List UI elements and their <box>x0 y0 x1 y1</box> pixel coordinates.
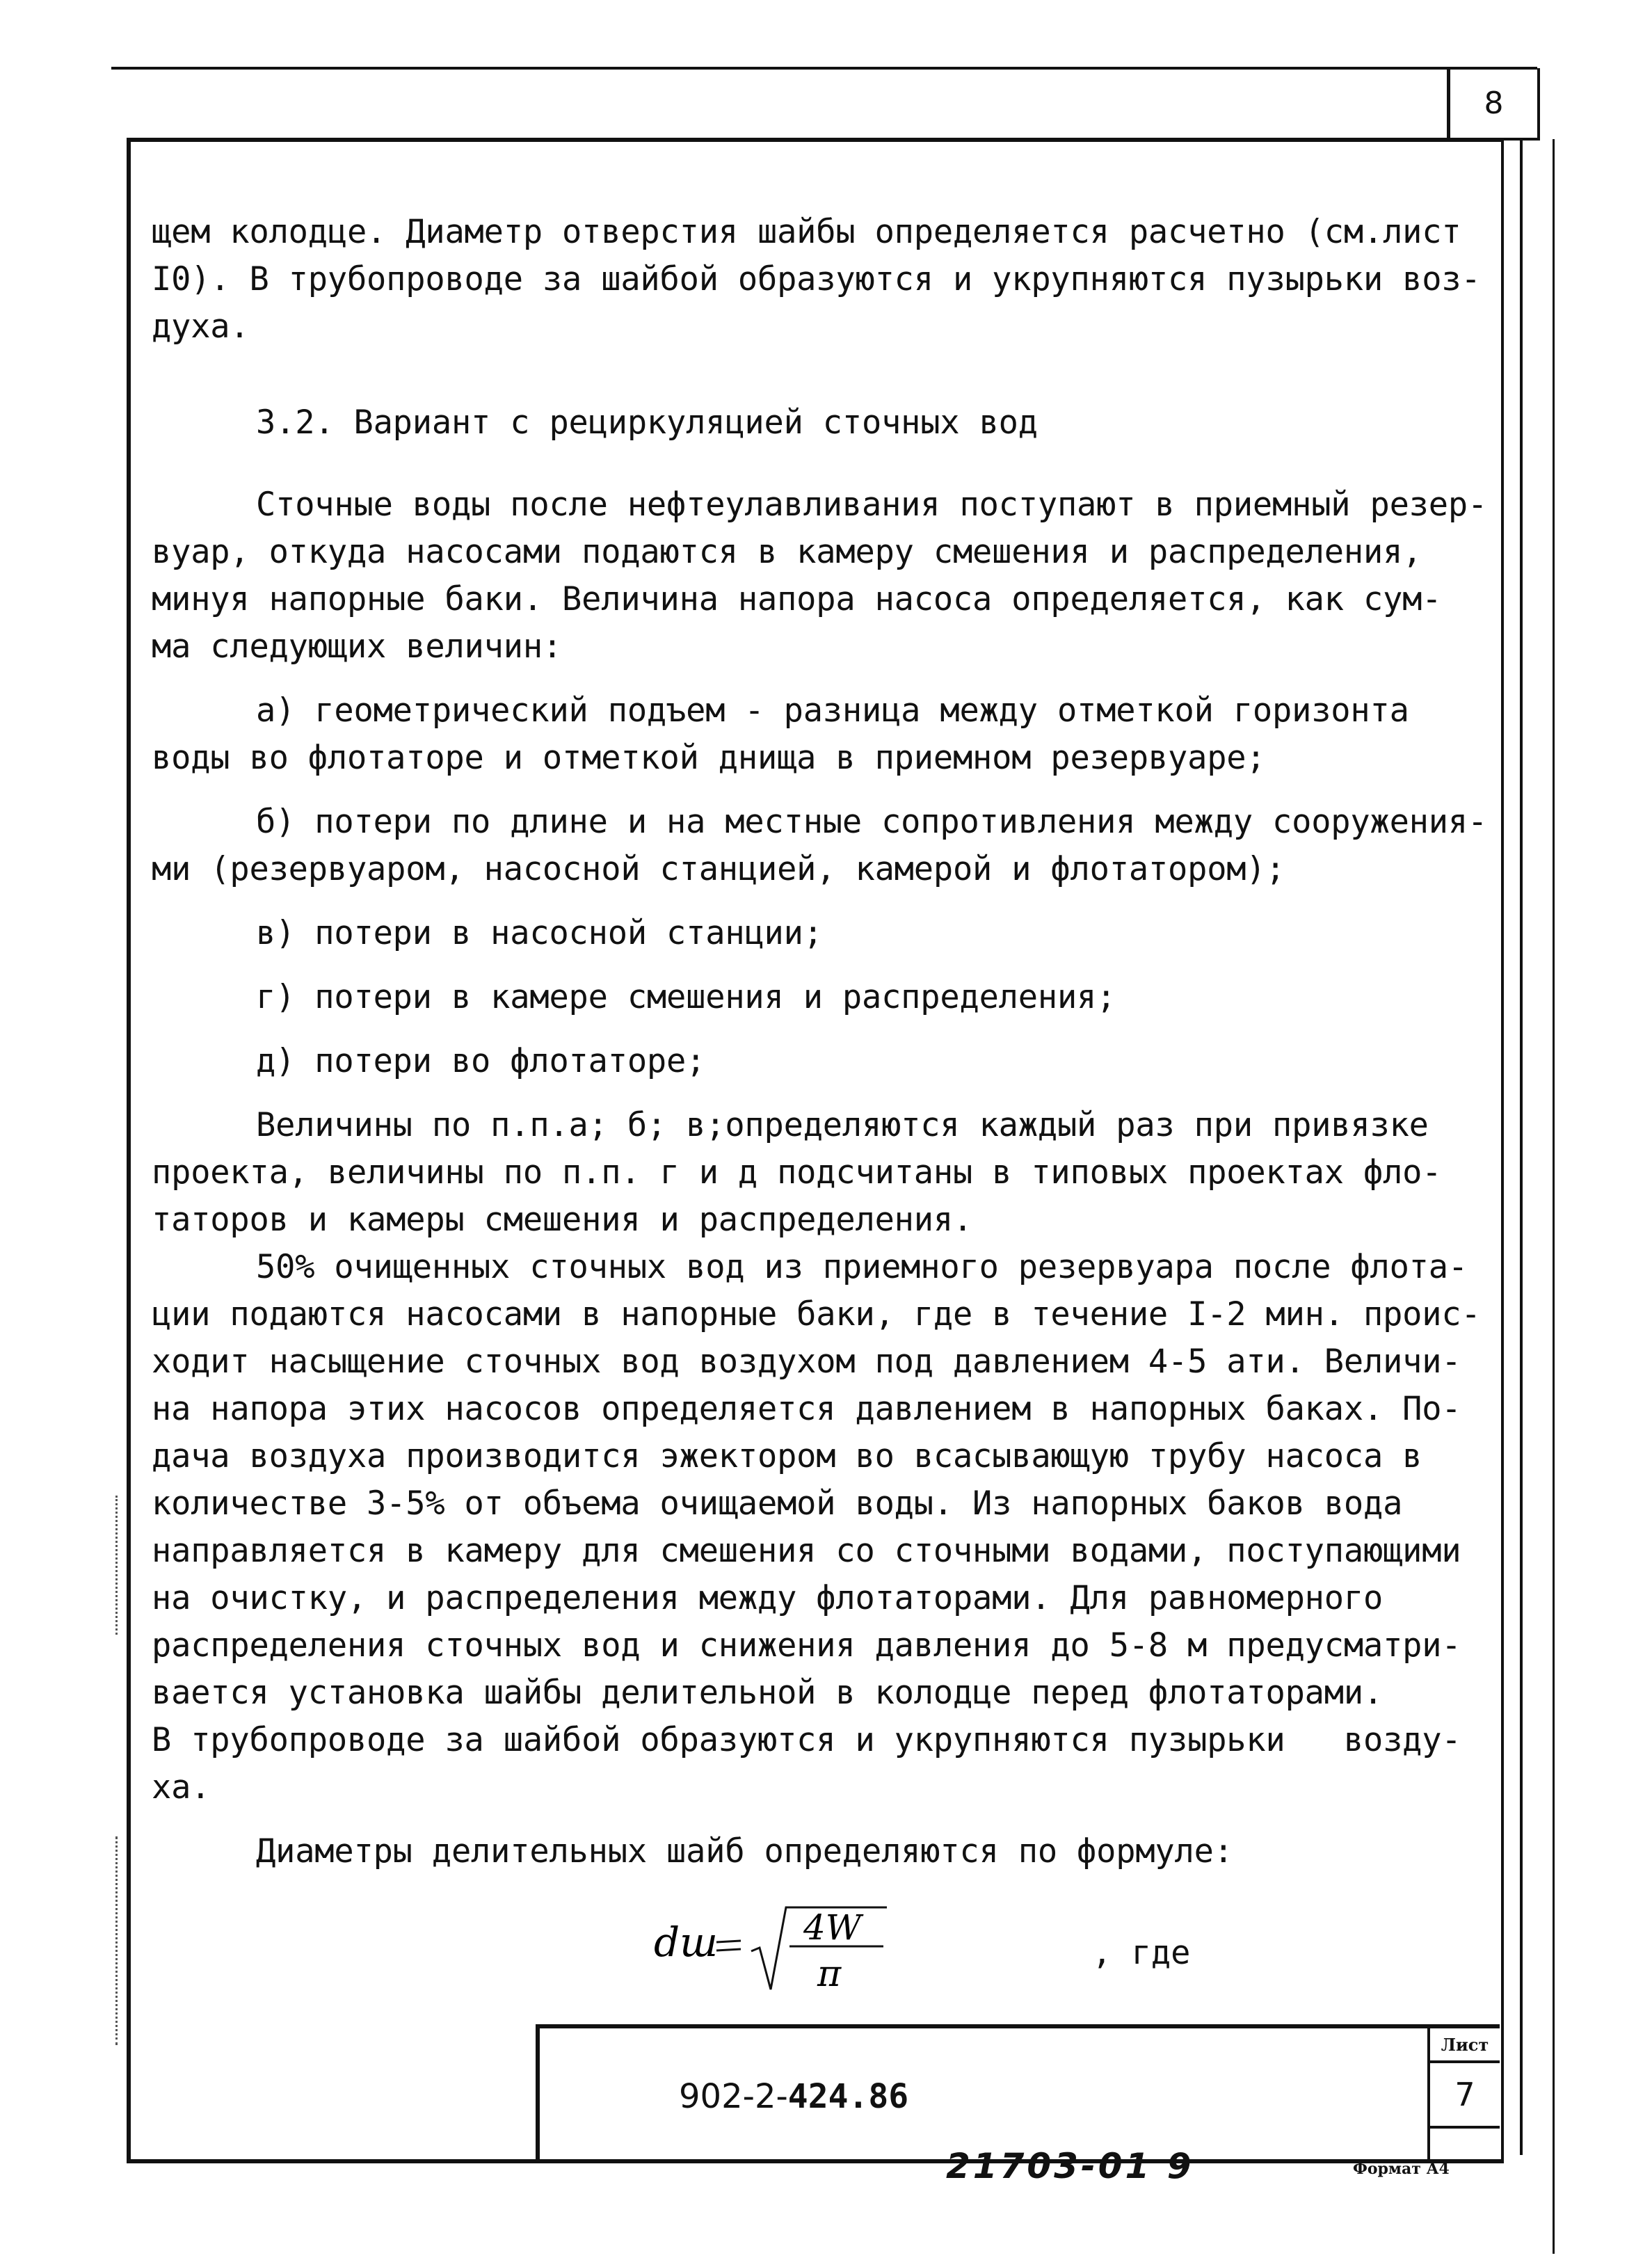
frame-right-line <box>1520 138 1523 2155</box>
document-code-prefix: 902-2- <box>679 2077 788 2116</box>
binding-mark <box>115 1496 118 1635</box>
text-line: вуар, откуда насосами подаются в камеру смешения и распределения, <box>152 533 1422 571</box>
text-line: количестве 3-5% от объема очищаемой воды. Из напорных баков вода <box>152 1484 1403 1523</box>
formula-denominator: π <box>817 1953 842 1995</box>
formula-where: , где <box>1092 1934 1191 1972</box>
text-line: ходит насыщение сточных вод воздухом под давлением 4-5 ати. Величи- <box>152 1343 1461 1381</box>
text-line: минуя напорные баки. Величина напора насоса определяется, как сум- <box>152 580 1442 618</box>
text-line: ции подаются насосами в напорные баки, где в течение I-2 мин. проис- <box>152 1295 1481 1333</box>
formula-lhs: dш <box>654 1918 719 1966</box>
text-line: вается установка шайбы делительной в колодце перед флотаторами. <box>152 1674 1384 1712</box>
text-line: ма следующих величин: <box>152 627 563 666</box>
list-item: а) геометрический подъем - разница между отметкой горизонта <box>256 691 1409 730</box>
text-line: Сточные воды после нефтеулавливания поступают в приемный резер- <box>256 486 1488 524</box>
text-line: направляется в камеру для смешения со сточными водами, поступающими <box>152 1532 1461 1570</box>
text-line: ми (резервуаром, насосной станцией, камерой и флотатором); <box>152 850 1285 888</box>
document-body <box>152 209 1487 1875</box>
text-line: распределения сточных вод и снижения давления до 5-8 м предусматри- <box>152 1626 1461 1665</box>
frame-outer-line <box>1553 139 1555 2254</box>
sheet-number-box <box>1447 68 1540 141</box>
list-item: в) потери в насосной станции; <box>256 914 823 952</box>
sheet-value: 7 <box>1430 2063 1500 2129</box>
title-block <box>536 2024 1500 2159</box>
binding-mark <box>115 1836 118 2045</box>
text-line: проекта, величины по п.п. г и д подсчитаны в типовых проектах фло- <box>152 1153 1442 1192</box>
text-line: Диаметры делительных шайб определяются по формуле: <box>256 1832 1233 1871</box>
text-line: на напора этих насосов определяется давлением в напорных баках. По- <box>152 1390 1461 1428</box>
text-line: дача воздуха производится эжектором во всасывающую трубу насоса в <box>152 1437 1422 1475</box>
text-line: В трубопроводе за шайбой образуются и укрупняются пузырьки возду- <box>152 1721 1461 1759</box>
document-code <box>679 2077 908 2116</box>
inventory-number: 21703-01 9 <box>946 2146 1194 2186</box>
text-line: 50% очищенных сточных вод из приемного резервуара после флота- <box>256 1248 1468 1286</box>
sheet-number: 8 <box>1484 85 1504 121</box>
document-code-suffix: 424.86 <box>787 2077 909 2116</box>
top-rule <box>111 67 1537 70</box>
list-item: д) потери во флотаторе; <box>256 1042 706 1080</box>
formula-graphic <box>647 1899 1064 2003</box>
text-line: щем колодце. Диаметр отверстия шайбы определяется расчетно (см.лист <box>152 213 1461 251</box>
sheet-label: Лист <box>1430 2028 1500 2063</box>
sheet-cell <box>1427 2028 1500 2159</box>
text-line: воды во флотаторе и отметкой днища в приемном резервуаре; <box>152 739 1266 777</box>
text-line: духа. <box>152 307 250 346</box>
paper-format: Формат А4 <box>1353 2160 1450 2178</box>
text-line: Величины по п.п.а; б; в;определяются каждый раз при привязке <box>256 1106 1429 1144</box>
text-line: I0). В трубопроводе за шайбой образуются и укрупняются пузырьки воз- <box>152 260 1481 298</box>
formula-numerator: 4W <box>803 1907 862 1948</box>
text-line: на очистку, и распределения между флотаторами. Для равномерного <box>152 1579 1384 1617</box>
text-line: таторов и камеры смешения и распределения. <box>152 1201 973 1239</box>
text-line: ха. <box>152 1768 211 1807</box>
section-heading: 3.2. Вариант с рециркуляцией сточных вод <box>256 403 1038 442</box>
list-item: г) потери в камере смешения и распределения; <box>256 978 1116 1016</box>
formula <box>647 1899 1342 2003</box>
list-item: б) потери по длине и на местные сопротивления между сооружения- <box>256 803 1488 841</box>
